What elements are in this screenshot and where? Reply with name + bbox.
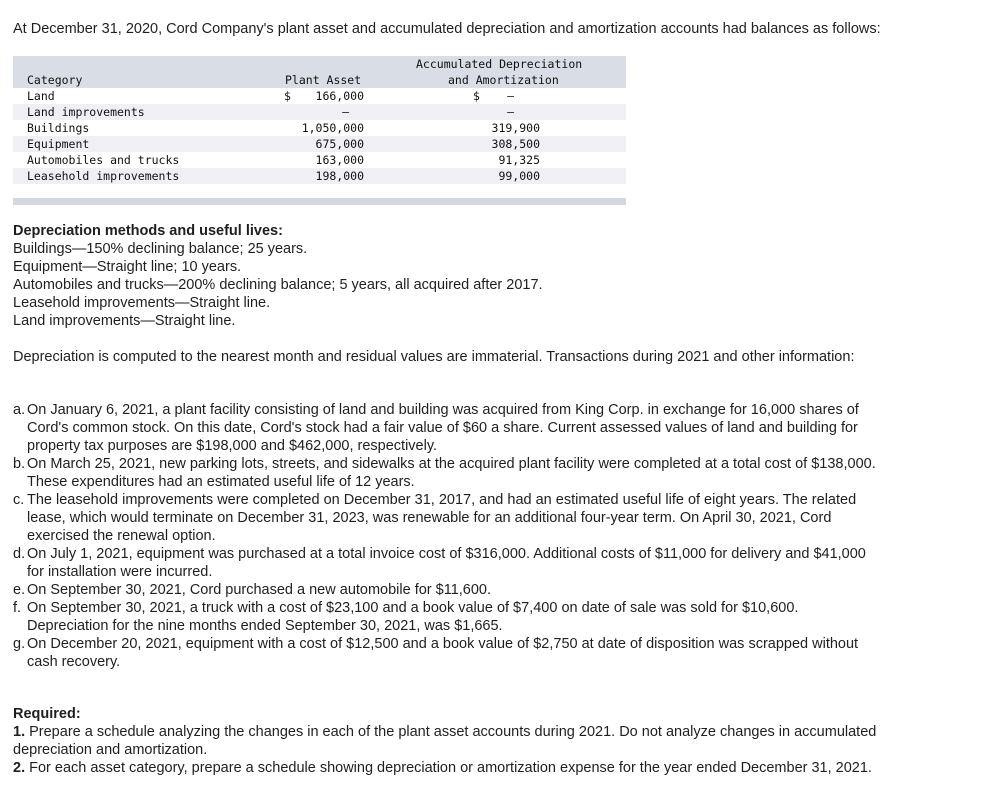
row-accum: — [507, 89, 514, 103]
row-category: Automobiles and trucks [27, 153, 180, 167]
item-label: c. [13, 492, 25, 508]
required-text: Prepare a schedule analyzing the changes in each of the plant asset accounts during 2021. Do not analyze changes in accumulated [25, 724, 877, 740]
row-plant-asset: 166,000 [315, 89, 364, 103]
item-line: for installation were incurred. [27, 564, 213, 580]
row-accum: — [507, 105, 514, 119]
item-line: On July 1, 2021, equipment was purchased at a total invoice cost of $316,000. Additional costs of $11,000 for delivery and $41,000 [27, 546, 866, 562]
row-plant-asset: — [342, 105, 349, 119]
row-category: Equipment [27, 137, 90, 151]
table-bottom-bar [13, 198, 626, 205]
item-line: On September 30, 2021, Cord purchased a new automobile for $11,600. [27, 582, 492, 598]
item-line: On December 20, 2021, equipment with a cost of $12,500 and a book value of $2,750 at date of disposition was scrapped without [27, 636, 859, 652]
transactions-list [13, 401, 968, 671]
item-line: On March 25, 2021, new parking lots, streets, and sidewalks at the acquired plant facility were completed at a total cost of $138,000. [27, 456, 876, 472]
method-line: Equipment—Straight line; 10 years. [13, 259, 242, 275]
methods-heading: Depreciation methods and useful lives: [13, 223, 283, 239]
table-row [13, 152, 626, 168]
transaction-item-f [13, 599, 968, 635]
required-text: For each asset category, prepare a schedule showing depreciation or amortization expense for the year ended December 31, 2021. [25, 760, 872, 776]
header-category: Category [27, 73, 83, 87]
header-plant-asset: Plant Asset [285, 73, 362, 87]
table-row [13, 120, 626, 136]
transaction-item-e [13, 581, 968, 599]
transaction-item-d [13, 545, 968, 581]
item-label: e. [13, 582, 26, 598]
item-line: exercised the renewal option. [27, 528, 216, 544]
row-plant-asset: 1,050,000 [301, 121, 364, 135]
row-accum: 91,325 [498, 153, 540, 167]
item-label: d. [13, 546, 26, 562]
row-category: Land improvements [27, 105, 145, 119]
item-line: property tax purposes are $198,000 and $462,000, respectively. [27, 438, 438, 454]
table-body [13, 88, 626, 184]
table-header [13, 56, 626, 88]
transaction-item-g [13, 635, 968, 671]
transaction-item-b [13, 455, 968, 491]
required-heading: Required: [13, 706, 81, 722]
item-label: b. [13, 456, 26, 472]
row-category: Leasehold improvements [27, 169, 180, 183]
header-accumulated-line1: Accumulated Depreciation [416, 57, 583, 71]
item-line: The leasehold improvements were completed on December 31, 2017, and had an estimated useful life of eight years. The related [27, 492, 857, 508]
required-section [13, 705, 968, 777]
row-accum: 319,900 [491, 121, 540, 135]
transaction-item-c [13, 491, 968, 545]
intro-text: At December 31, 2020, Cord Company's plant asset and accumulated depreciation and amortization accounts had balances as follows: [13, 21, 881, 37]
required-item-1 [13, 723, 968, 741]
row-accum: 99,000 [498, 169, 540, 183]
required-item-2 [13, 759, 968, 777]
item-label: f. [13, 600, 22, 616]
item-line: Cord's common stock. On this date, Cord's stock had a fair value of $60 a share. Current assessed values of land and building for [27, 420, 858, 436]
table-row [13, 104, 626, 120]
table-spacer [13, 184, 626, 198]
row-accum: 308,500 [491, 137, 540, 151]
method-line: Land improvements—Straight line. [13, 313, 236, 329]
item-line: lease, which would terminate on December 31, 2023, was renewable for an additional four-year term. On April 30, 2021, Cord [27, 510, 832, 526]
transaction-item-a [13, 401, 968, 455]
row-plant-asset-sign: $ [284, 89, 291, 103]
item-line: Depreciation for the nine months ended September 30, 2021, was $1,665. [27, 618, 503, 634]
table-row [13, 136, 626, 152]
item-label: g. [13, 636, 26, 652]
item-label: a. [13, 402, 26, 418]
header-accumulated-line2: and Amortization [448, 73, 559, 87]
row-plant-asset: 163,000 [315, 153, 364, 167]
table-row [13, 88, 626, 104]
row-category: Land [27, 89, 55, 103]
row-category: Buildings [27, 121, 90, 135]
item-line: cash recovery. [27, 654, 121, 670]
row-plant-asset: 198,000 [315, 169, 364, 183]
required-number: 2. [13, 760, 26, 776]
item-line: On September 30, 2021, a truck with a cost of $23,100 and a book value of $7,400 on date of sale was sold for $10,600. [27, 600, 799, 616]
balances-table [13, 56, 626, 205]
item-line: On January 6, 2021, a plant facility consisting of land and building was acquired from King Corp. in exchange for 16,000 shares of [27, 402, 859, 418]
table-row [13, 168, 626, 184]
required-item-1-continued: depreciation and amortization. [13, 742, 208, 758]
row-accum-sign: $ [473, 89, 480, 103]
row-plant-asset: 675,000 [315, 137, 364, 151]
item-line: These expenditures had an estimated useful life of 12 years. [27, 474, 415, 490]
required-number: 1. [13, 724, 26, 740]
method-line: Automobiles and trucks—200% declining balance; 5 years, all acquired after 2017. [13, 277, 543, 293]
method-line: Buildings—150% declining balance; 25 years. [13, 241, 308, 257]
method-line: Leasehold improvements—Straight line. [13, 295, 271, 311]
depreciation-methods [13, 222, 973, 330]
depreciation-note: Depreciation is computed to the nearest month and residual values are immaterial. Transactions during 2021 and other information: [13, 349, 855, 365]
